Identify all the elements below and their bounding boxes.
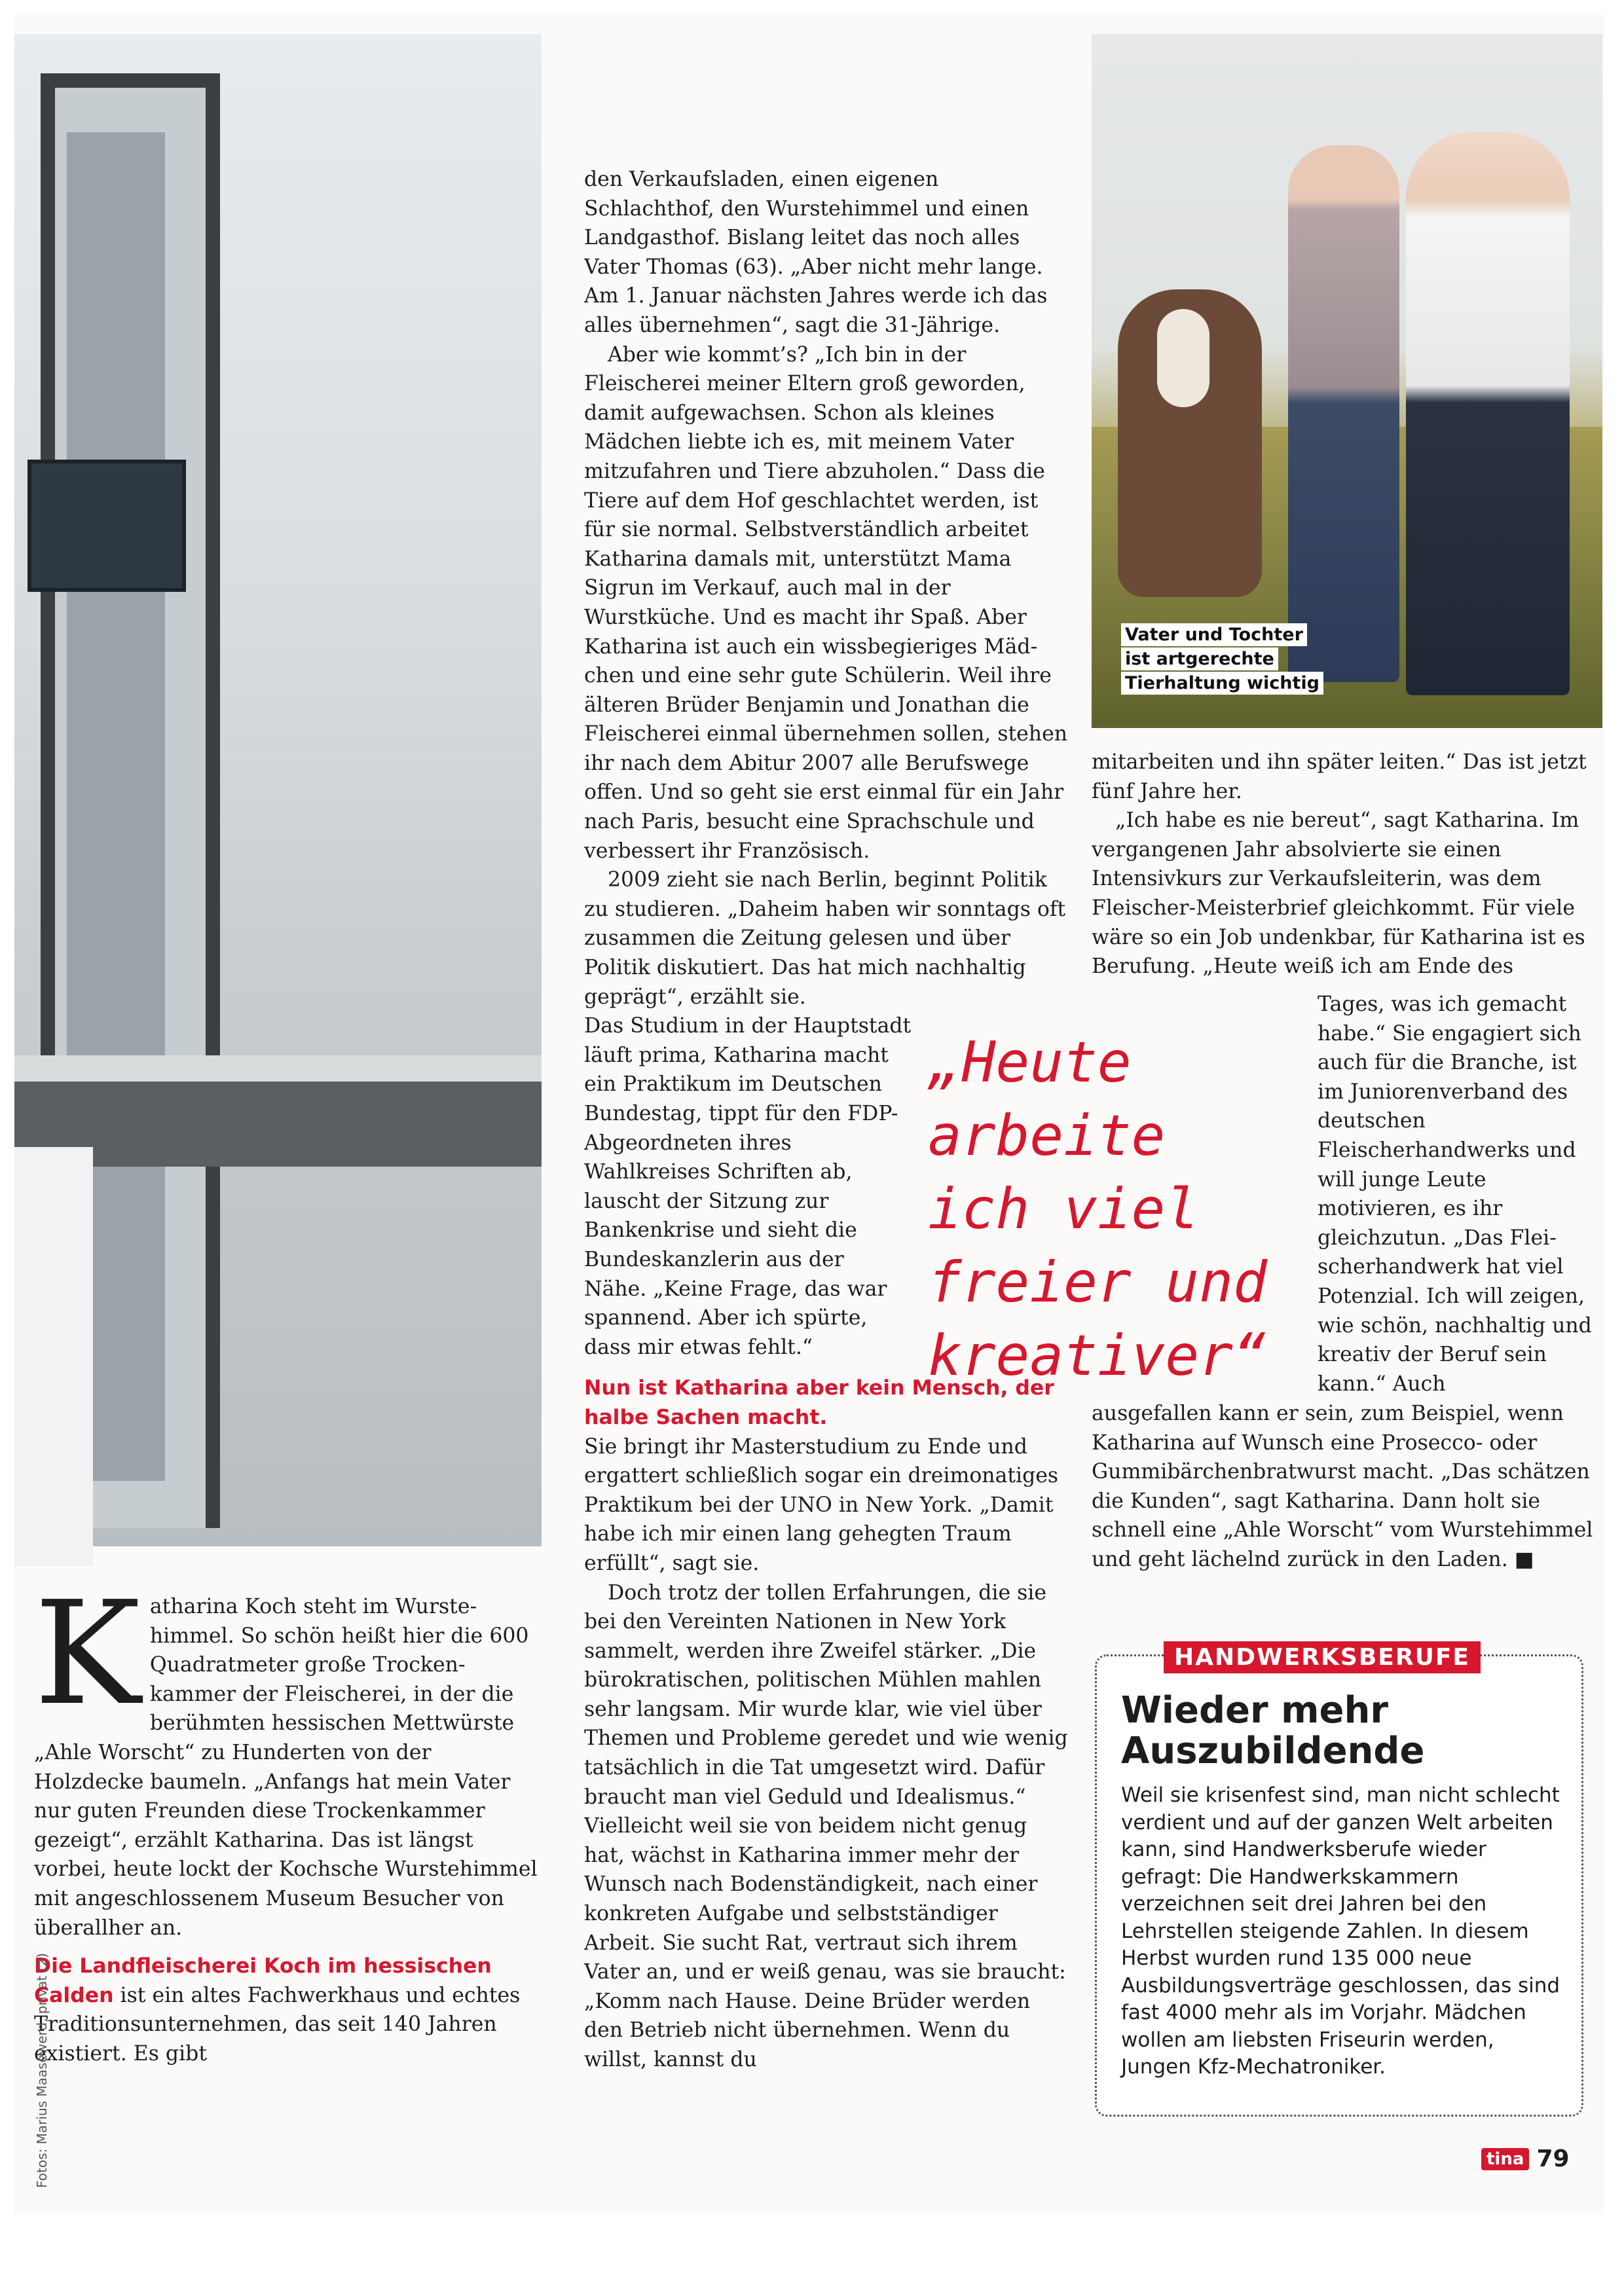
body-paragraph: Das Studium in der Hauptstadt läuft prima, Katharina macht ein Praktikum im Deutschen Bundestag, tippt für den FDP-Abgeordneten ihres Wahlkreises Schriften ab, lauscht der Sitzung zur Bankenkrise und sieht die Bundeskanzlerin aus der Nähe. „Keine Frage, das war spannend. Aber ich spürte, dass mir etwas fehlt.“ xyxy=(584,1014,912,1359)
subhead: Die Landfleischerei Koch im hessischen Calden xyxy=(34,1954,492,2007)
body-paragraph: Tages, was ich gemacht habe.“ Sie engagiert sich auch für die Branche, ist im Juniorenverband des deutschen Fleischerhandwerks und will junge Leute motivieren, es ihr gleichzutun. „Das Fleischerhandwerk hat viel Potenzial. Ich will zeigen, wie schön, nachhaltig und kreativ der Beruf sein kann.“ Auch xyxy=(1318,993,1592,1396)
apron xyxy=(14,1147,93,1566)
box-tag: HANDWERKSBERUFE xyxy=(1164,1641,1481,1673)
caption-line: ist artgerechte xyxy=(1121,647,1278,670)
quote-line: kreativer“ xyxy=(928,1323,1267,1389)
quote-line: „Heute xyxy=(928,1030,1132,1095)
page-number: 79 xyxy=(1536,2145,1570,2172)
quote-line: ich viel xyxy=(928,1176,1200,1242)
magazine-page xyxy=(14,14,1604,2214)
page-footer xyxy=(1481,2145,1570,2172)
body-paragraph: den Verkaufsladen, einen eigenen Schlachthof, den Wurstehimmel und einen Landgasthof. Bislang leitet das noch alles Vater Thomas (63). „Aber nicht mehr lange. Am 1. Januar nächsten Jahres werde ich das alles übernehmen“, sagt die 31-Jährige. xyxy=(584,168,1048,337)
father-figure xyxy=(1406,132,1570,695)
pull-quote xyxy=(928,1026,1321,1393)
body-paragraph: „Ich habe es nie bereut“, sagt Katharina. Im vergangenen Jahr absolvierte sie einen Intensivkurs zur Verkaufsleiterin, was dem Fleischer-Meisterbrief gleichkommt. Für viele wäre so ein Job undenkbar, für Katharina ist es Berufung. „Heute weiß ich am Ende des xyxy=(1092,809,1585,979)
drop-cap: K xyxy=(34,1571,141,1737)
body-text: ist ein altes Fachwerkhaus und echtes Traditionsunternehmen, das seit 140 Jahren existiert. Es gibt xyxy=(34,1983,521,2066)
column-3-wrap xyxy=(1318,990,1593,1398)
box-text: Weil sie krisenfest sind, man nicht schlecht verdient und auf der ganzen Welt arbeiten kann, sind Handwerksberufe wieder gefragt: Die Handwerkskammern verzeichnen seit drei Jahren bei den Lehrstellen steigende Zahlen. In diesem Herbst wurden rund 135 000 neue Ausbildungsverträge geschlossen, das sind fast 4000 mehr als im Vorjahr. Mädchen wollen am liebsten Friseurin werden, Jungen Kfz-Mechatroniker. xyxy=(1121,1783,1560,2079)
intro-paragraph: atharina Koch steht im Wurstehimmel. So schön heißt hier die 600 Quadratmeter große Trockenkammer der Fleischerei, in der die berühmten hessischen Mettwürste „Ahle Worscht“ zu Hunderten von der Holzdecke baumeln. „Anfangs hat mein Vater nur guten Freunden diese Trockenkammer gezeigt“, erzählt Katharina. Das ist längst vorbei, heute lockt der Kochsche Wurstehimmel mit angeschlossenem Museum Besucher von überallher an. xyxy=(34,1595,538,1940)
body-paragraph: Doch trotz der tollen Erfahrungen, die sie bei den Vereinten Nationen in New York sammelt, werden ihre Zweifel stärker. „Die bürokratischen, politischen Mühlen mahlen sehr langsam. Mir wurde klar, wie viel über Themen und Probleme geredet und wie wenig tatsächlich in die Tat umgesetzt wird. Dafür braucht man viel Geduld und Idealismus.“ Vielleicht weil sie von beidem nicht genug hat, wächst in Katharina immer mehr der Wunsch nach Bodenständigkeit, nach einer konkreten Aufgabe und selbstständiger Arbeit. Sie sucht Rat, vertraut sich ihrem Vater an, und er weiß genau, was sie braucht: „Komm nach Hause. Deine Brüder werden den Betrieb nicht übernehmen. Wenn du willst, kannst du xyxy=(584,1580,1068,2071)
body-paragraph: Aber wie kommt’s? „Ich bin in der Fleischerei meiner Eltern groß geworden, damit aufgewachsen. Schon als kleines Mädchen liebte ich es, mit meinem Vater mitzufahren und Tiere abzuholen.“ Dass die Tiere auf dem Hof geschlachtet werden, ist für sie normal. Selbstverständlich arbeitet Katharina damals mit, unterstützt Mama Sigrun im Verkauf, auch mal in der Wurstküche. Und es macht ihr Spaß. Aber Katharina ist auch ein wissbegieriges Mädchen und eine sehr gute Schülerin. Weil ihre älteren Brüder Benjamin und Jonathan die Fleischerei einmal übernehmen sollen, stehen ihr nach dem Abitur 2007 alle Berufswege offen. Und so geht sie erst einmal für ein Jahr nach Paris, besucht eine Sprachschule und verbessert ihr Französisch. xyxy=(584,342,1068,863)
quote-line: arbeite xyxy=(928,1103,1166,1169)
magazine-logo: tina xyxy=(1481,2148,1529,2170)
body-paragraph: 2009 zieht sie nach Berlin, beginnt Politik zu studieren. „Daheim haben wir sonntags oft zusammen die Zeitung gelesen und über Politik diskutiert. Das hat mich nachhaltig geprägt“, erzählt sie. xyxy=(584,868,1066,1009)
subhead: Nun ist Katharina aber kein Mensch, der halbe Sachen macht. xyxy=(584,1376,1054,1429)
section-paragraph xyxy=(34,1952,538,2068)
daughter-figure xyxy=(1288,145,1399,682)
counter xyxy=(14,1082,542,1167)
body-paragraph: Sie bringt ihr Masterstudium zu Ende und ergattert schließlich sogar ein dreimonatiges Praktikum bei der UNO in New York. „Damit habe ich mir einen lang gehegten Traum erfüllt“, sagt sie. xyxy=(584,1434,1059,1575)
caption-line: Tierhaltung wichtig xyxy=(1121,672,1323,695)
display-screen xyxy=(28,460,186,592)
column-3-continued xyxy=(1092,1399,1596,1575)
body-paragraph: ausgefallen kann er sein, zum Beispiel, wenn Katharina auf Wunsch eine Prosecco- oder Gummibärchenbratwurst macht. „Das schätzen die Kunden“, sagt Katharina. Dann holt sie schnell eine „Ahle Worscht“ vom Wurstehimmel und geht lächelnd zurück in den Laden. ■ xyxy=(1092,1402,1593,1571)
box-title: Wieder mehr Auszubildende xyxy=(1121,1689,1425,1772)
body-paragraph: mitarbeiten und ihn später leiten.“ Das ist jetzt fünf Jahre her. xyxy=(1092,750,1587,803)
shop-interior-photo xyxy=(14,34,542,1546)
caption-line: Vater und Tochter xyxy=(1121,623,1307,646)
photo-credit: Fotos: Marius Maasewerd, privat (2) xyxy=(34,1953,50,2188)
photo-caption xyxy=(1121,623,1323,696)
column-3 xyxy=(1092,748,1596,981)
quote-line: freier und xyxy=(928,1250,1267,1315)
cow-patch xyxy=(1157,309,1209,407)
column-1 xyxy=(34,1571,538,2069)
